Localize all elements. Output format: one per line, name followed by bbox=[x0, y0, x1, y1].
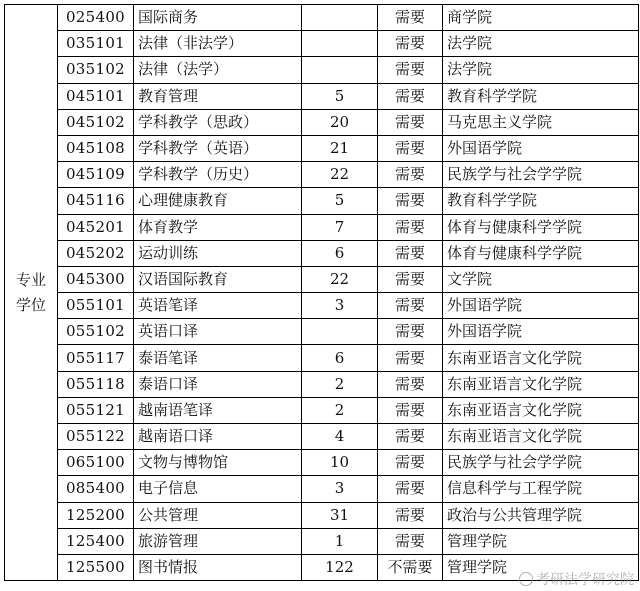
requirement-cell: 需要 bbox=[378, 31, 443, 57]
requirement-cell: 需要 bbox=[378, 345, 443, 371]
code-cell: 055101 bbox=[58, 293, 134, 319]
school-cell: 东南亚语言文化学院 bbox=[443, 397, 639, 423]
enrollment-count-cell: 20 bbox=[302, 109, 378, 135]
requirement-cell: 需要 bbox=[378, 502, 443, 528]
watermark bbox=[519, 569, 634, 589]
table-row bbox=[5, 397, 639, 423]
enrollment-count-cell: 7 bbox=[302, 214, 378, 240]
school-cell: 法学院 bbox=[443, 31, 639, 57]
requirement-cell: 需要 bbox=[378, 293, 443, 319]
school-cell: 文学院 bbox=[443, 266, 639, 292]
requirement-cell: 需要 bbox=[378, 266, 443, 292]
school-cell: 民族学与社会学学院 bbox=[443, 450, 639, 476]
major-name-cell: 法律（非法学） bbox=[134, 31, 302, 57]
major-name-cell: 电子信息 bbox=[134, 476, 302, 502]
table-row bbox=[5, 5, 639, 31]
requirement-cell: 需要 bbox=[378, 528, 443, 554]
major-name-cell: 学科教学（思政） bbox=[134, 109, 302, 135]
table-row bbox=[5, 319, 639, 345]
school-cell: 管理学院 bbox=[443, 528, 639, 554]
enrollment-count-cell: 31 bbox=[302, 502, 378, 528]
school-cell: 东南亚语言文化学院 bbox=[443, 371, 639, 397]
enrollment-count-cell: 5 bbox=[302, 83, 378, 109]
major-name-cell: 体育教学 bbox=[134, 214, 302, 240]
major-name-cell: 泰语口译 bbox=[134, 371, 302, 397]
code-cell: 125400 bbox=[58, 528, 134, 554]
table-row bbox=[5, 83, 639, 109]
code-cell: 045109 bbox=[58, 162, 134, 188]
enrollment-count-cell: 2 bbox=[302, 371, 378, 397]
table-row bbox=[5, 266, 639, 292]
code-cell: 065100 bbox=[58, 450, 134, 476]
major-name-cell: 国际商务 bbox=[134, 5, 302, 31]
table-row bbox=[5, 424, 639, 450]
code-cell: 045102 bbox=[58, 109, 134, 135]
table-body bbox=[5, 5, 639, 581]
code-cell: 055118 bbox=[58, 371, 134, 397]
enrollment-count-cell: 6 bbox=[302, 345, 378, 371]
school-cell: 外国语学院 bbox=[443, 319, 639, 345]
code-cell: 055121 bbox=[58, 397, 134, 423]
enrollment-count-cell: 2 bbox=[302, 397, 378, 423]
major-name-cell: 文物与博物馆 bbox=[134, 450, 302, 476]
table-row bbox=[5, 502, 639, 528]
requirement-cell: 不需要 bbox=[378, 554, 443, 580]
table-row bbox=[5, 371, 639, 397]
enrollment-count-cell: 3 bbox=[302, 476, 378, 502]
major-name-cell: 越南语口译 bbox=[134, 424, 302, 450]
code-cell: 055122 bbox=[58, 424, 134, 450]
school-cell: 外国语学院 bbox=[443, 293, 639, 319]
enrollment-count-cell: 122 bbox=[302, 554, 378, 580]
watermark-text: 考研法学研究院 bbox=[536, 572, 634, 588]
table-row bbox=[5, 57, 639, 83]
requirement-cell: 需要 bbox=[378, 450, 443, 476]
major-name-cell: 心理健康教育 bbox=[134, 188, 302, 214]
code-cell: 055117 bbox=[58, 345, 134, 371]
major-name-cell: 越南语笔译 bbox=[134, 397, 302, 423]
school-cell: 信息科学与工程学院 bbox=[443, 476, 639, 502]
enrollment-count-cell: 3 bbox=[302, 293, 378, 319]
school-cell: 东南亚语言文化学院 bbox=[443, 424, 639, 450]
table-row bbox=[5, 135, 639, 161]
enrollment-count-cell: 21 bbox=[302, 135, 378, 161]
code-cell: 045108 bbox=[58, 135, 134, 161]
school-cell: 民族学与社会学学院 bbox=[443, 162, 639, 188]
school-cell: 体育与健康科学学院 bbox=[443, 240, 639, 266]
enrollment-count-cell: 5 bbox=[302, 188, 378, 214]
school-cell: 政治与公共管理学院 bbox=[443, 502, 639, 528]
code-cell: 035101 bbox=[58, 31, 134, 57]
enrollment-count-cell: 22 bbox=[302, 266, 378, 292]
major-name-cell: 汉语国际教育 bbox=[134, 266, 302, 292]
code-cell: 025400 bbox=[58, 5, 134, 31]
requirement-cell: 需要 bbox=[378, 109, 443, 135]
major-name-cell: 运动训练 bbox=[134, 240, 302, 266]
requirement-cell: 需要 bbox=[378, 83, 443, 109]
school-cell: 商学院 bbox=[443, 5, 639, 31]
enrollment-count-cell bbox=[302, 57, 378, 83]
enrollment-count-cell: 6 bbox=[302, 240, 378, 266]
code-cell: 085400 bbox=[58, 476, 134, 502]
major-name-cell: 教育管理 bbox=[134, 83, 302, 109]
major-name-cell: 公共管理 bbox=[134, 502, 302, 528]
category-label: 专业学位 bbox=[15, 270, 46, 314]
code-cell: 045201 bbox=[58, 214, 134, 240]
major-name-cell: 英语笔译 bbox=[134, 293, 302, 319]
school-cell: 马克思主义学院 bbox=[443, 109, 639, 135]
table-row bbox=[5, 109, 639, 135]
table-row bbox=[5, 214, 639, 240]
enrollment-count-cell: 10 bbox=[302, 450, 378, 476]
table-row bbox=[5, 240, 639, 266]
requirement-cell: 需要 bbox=[378, 188, 443, 214]
requirement-cell: 需要 bbox=[378, 371, 443, 397]
enrollment-count-cell: 1 bbox=[302, 528, 378, 554]
code-cell: 045101 bbox=[58, 83, 134, 109]
school-cell: 外国语学院 bbox=[443, 135, 639, 161]
school-cell: 法学院 bbox=[443, 57, 639, 83]
major-name-cell: 法律（法学） bbox=[134, 57, 302, 83]
code-cell: 045300 bbox=[58, 266, 134, 292]
enrollment-count-cell: 4 bbox=[302, 424, 378, 450]
enrollment-count-cell bbox=[302, 5, 378, 31]
code-cell: 055102 bbox=[58, 319, 134, 345]
code-cell: 125200 bbox=[58, 502, 134, 528]
enrollment-count-cell bbox=[302, 31, 378, 57]
table-row bbox=[5, 345, 639, 371]
requirement-cell: 需要 bbox=[378, 476, 443, 502]
major-name-cell: 学科教学（英语） bbox=[134, 135, 302, 161]
wechat-icon bbox=[519, 572, 533, 586]
degree-table bbox=[4, 4, 639, 581]
school-cell: 教育科学学院 bbox=[443, 83, 639, 109]
requirement-cell: 需要 bbox=[378, 57, 443, 83]
category-cell bbox=[5, 5, 58, 581]
requirement-cell: 需要 bbox=[378, 135, 443, 161]
requirement-cell: 需要 bbox=[378, 214, 443, 240]
requirement-cell: 需要 bbox=[378, 240, 443, 266]
table-row bbox=[5, 162, 639, 188]
code-cell: 045202 bbox=[58, 240, 134, 266]
school-cell: 东南亚语言文化学院 bbox=[443, 345, 639, 371]
requirement-cell: 需要 bbox=[378, 424, 443, 450]
major-name-cell: 英语口译 bbox=[134, 319, 302, 345]
table-row bbox=[5, 293, 639, 319]
requirement-cell: 需要 bbox=[378, 5, 443, 31]
code-cell: 125500 bbox=[58, 554, 134, 580]
school-cell: 教育科学学院 bbox=[443, 188, 639, 214]
code-cell: 045116 bbox=[58, 188, 134, 214]
table-row bbox=[5, 188, 639, 214]
code-cell: 035102 bbox=[58, 57, 134, 83]
table-row bbox=[5, 476, 639, 502]
table-row bbox=[5, 31, 639, 57]
major-name-cell: 图书情报 bbox=[134, 554, 302, 580]
requirement-cell: 需要 bbox=[378, 162, 443, 188]
requirement-cell: 需要 bbox=[378, 319, 443, 345]
enrollment-count-cell: 22 bbox=[302, 162, 378, 188]
major-name-cell: 泰语笔译 bbox=[134, 345, 302, 371]
table-row bbox=[5, 528, 639, 554]
requirement-cell: 需要 bbox=[378, 397, 443, 423]
enrollment-count-cell bbox=[302, 319, 378, 345]
table-row bbox=[5, 450, 639, 476]
major-name-cell: 学科教学（历史） bbox=[134, 162, 302, 188]
school-cell: 体育与健康科学学院 bbox=[443, 214, 639, 240]
school-cell: 管理学院 bbox=[443, 554, 639, 580]
major-name-cell: 旅游管理 bbox=[134, 528, 302, 554]
